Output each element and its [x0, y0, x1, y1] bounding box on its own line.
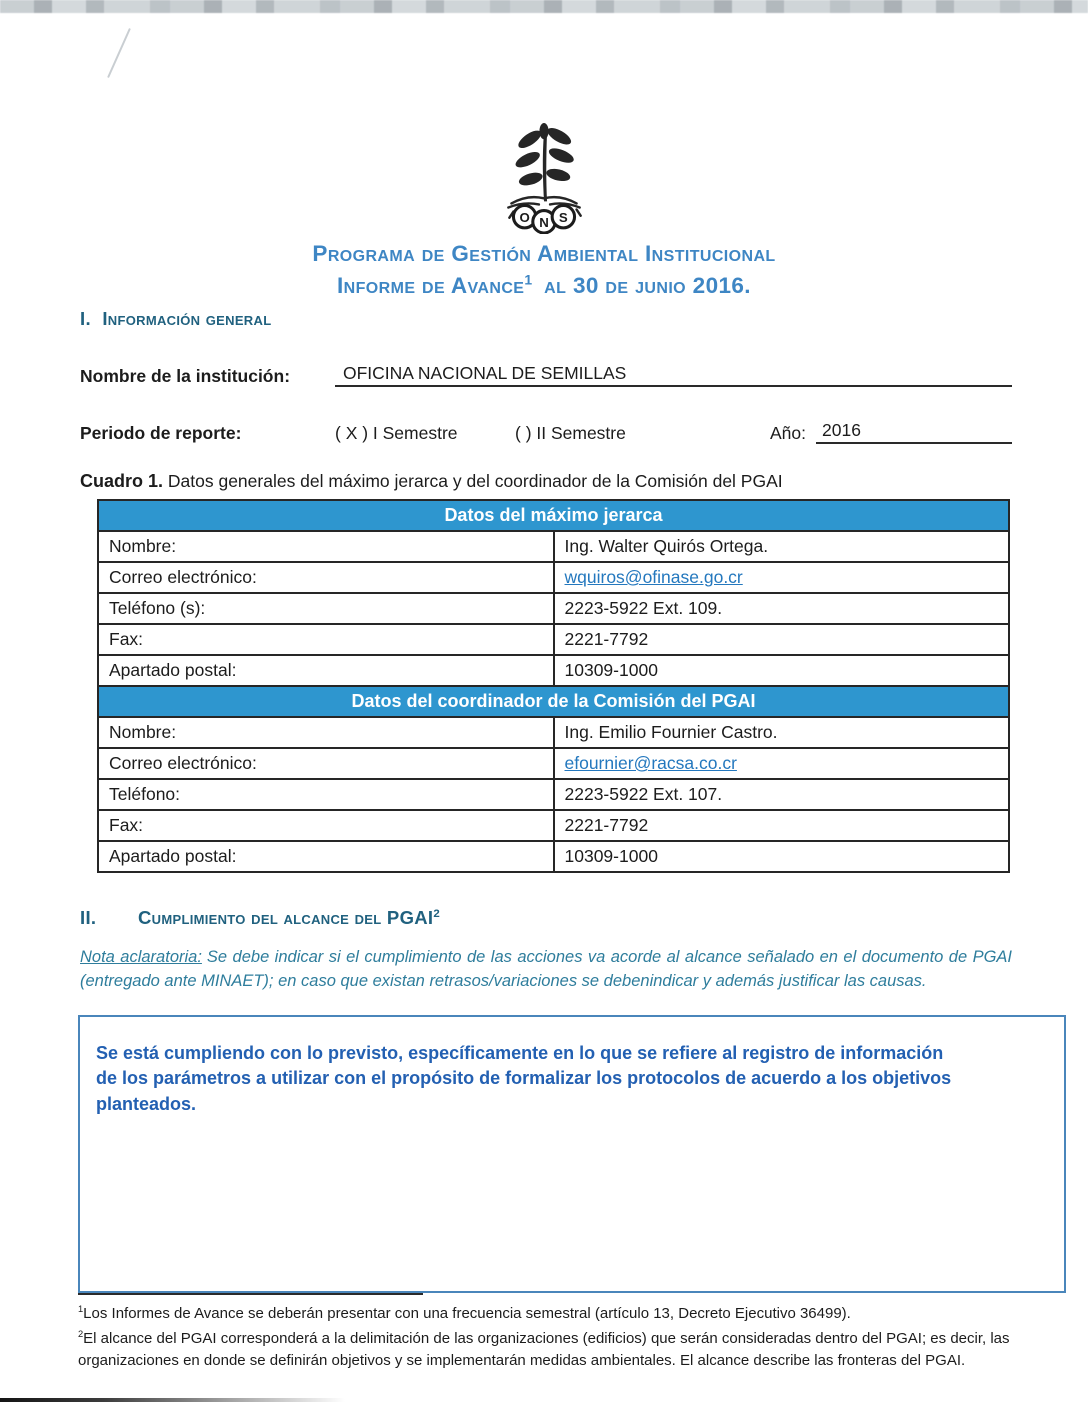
footnote-1: $^1$Los Informes de Avance se deberán presentar con una frecuencia semestral (artículo 13, Decreto Ejecutivo 36499). [78, 1304, 851, 1322]
table-row [98, 531, 1009, 562]
section-2-heading: II. Cumplimiento del alcance del PGAI$^2$ [80, 907, 441, 928]
email-link: efournier@racsa.co.cr [564, 753, 737, 773]
section-header-maximo-jerarca: Datos del máximo jerarca [98, 500, 1009, 531]
section-header-coordinador: Datos del coordinador de la Comisión del PGAI [98, 686, 1009, 717]
scanner-artifact-top-band [0, 0, 1088, 13]
semester-options [335, 423, 770, 444]
year-label: Año: [770, 423, 806, 443]
field-label: Correo electrónico: [98, 748, 554, 779]
table-row [98, 810, 1009, 841]
footnote-divider [78, 1293, 423, 1295]
document-title-line1: Programa de Gestión Ambiental Institucional [312, 241, 776, 266]
compliance-response-text: Se está cumpliendo con lo previsto, específicamente en lo que se refiere al registro de información de los parámetros a utilizar con el propósito de formalizar los protocolos de acuerdo a los objetivos planteados. [96, 1042, 952, 1114]
table-row [98, 779, 1009, 810]
field-value: 2221-7792 [554, 624, 1010, 655]
field-value: 2221-7792 [554, 810, 1010, 841]
section-1-heading: I. Información general [80, 308, 272, 329]
field-value: 2223-5922 Ext. 107. [554, 779, 1010, 810]
field-label: Apartado postal: [98, 841, 554, 872]
field-label: Nombre: [98, 531, 554, 562]
compliance-response-box [78, 1015, 1066, 1293]
table-row [98, 562, 1009, 593]
field-label: Apartado postal: [98, 655, 554, 686]
scanner-artifact-bottom-line [0, 1398, 345, 1402]
table-row [98, 748, 1009, 779]
semester-1-option: ( X ) I Semestre [335, 423, 458, 443]
footnote-2: $^2$El alcance del PGAI corresponderá a la delimitación de las organizaciones (edificios) que serán consideradas dentro del PGAI; es decir, las organizaciones en donde se definirán objetivos y se implementarán medidas ambientales. El alcance describe las fronteras del PGAI. [78, 1328, 1010, 1369]
report-period-field [80, 420, 1012, 444]
table-row [98, 841, 1009, 872]
field-label: Fax: [98, 624, 554, 655]
institution-label: Nombre de la institución: [80, 366, 291, 386]
year-value: 2016 [816, 420, 1012, 444]
note-label: Nota aclaratoria: [80, 948, 202, 966]
field-label: Teléfono (s): [98, 593, 554, 624]
table-section-header-row [98, 686, 1009, 717]
institution-field [80, 363, 1012, 387]
field-label: Teléfono: [98, 779, 554, 810]
logo-letter-n: N [539, 214, 549, 230]
cuadro1-table [97, 499, 1010, 873]
semester-2-option: ( ) II Semestre [515, 423, 626, 443]
table-section-header-row [98, 500, 1009, 531]
table-row [98, 624, 1009, 655]
document-title-line2: Informe de Avance$^1$ al 30 de junio 2016. [337, 271, 751, 298]
logo-letter-s: S [558, 209, 568, 225]
report-period-label: Periodo de reporte: [80, 423, 242, 443]
field-value: 2223-5922 Ext. 109. [554, 593, 1010, 624]
footnote-ref-1: 1 [524, 271, 533, 287]
clarifying-note [80, 946, 1012, 994]
table-row [98, 717, 1009, 748]
table-row [98, 655, 1009, 686]
email-link: wquiros@ofinase.go.cr [564, 567, 743, 587]
field-label: Nombre: [98, 717, 554, 748]
field-value: 10309-1000 [554, 655, 1010, 686]
footnotes [78, 1293, 1036, 1375]
note-text: Se debe indicar si el cumplimiento de las acciones va acorde al alcance señalado en el documento de PGAI (entregado ante MINAET); en caso que existan retrasos/variaciones se debenindicar y además justificar las causas. [80, 948, 1012, 990]
ons-seedling-logo-icon [493, 122, 595, 239]
field-value: Ing. Emilio Fournier Castro. [554, 717, 1010, 748]
logo-letter-o: O [519, 209, 530, 225]
field-label: Correo electrónico: [98, 562, 554, 593]
institution-value: OFICINA NACIONAL DE SEMILLAS [335, 363, 1012, 387]
table-row [98, 593, 1009, 624]
table-caption: Cuadro 1. Datos generales del máximo jerarca y del coordinador de la Comisión del PGAI [80, 471, 783, 491]
field-value: Ing. Walter Quirós Ortega. [554, 531, 1010, 562]
field-value: 10309-1000 [554, 841, 1010, 872]
footnote-ref-2: 2 [433, 907, 441, 920]
scanner-artifact-scratch [107, 28, 131, 78]
field-label: Fax: [98, 810, 554, 841]
